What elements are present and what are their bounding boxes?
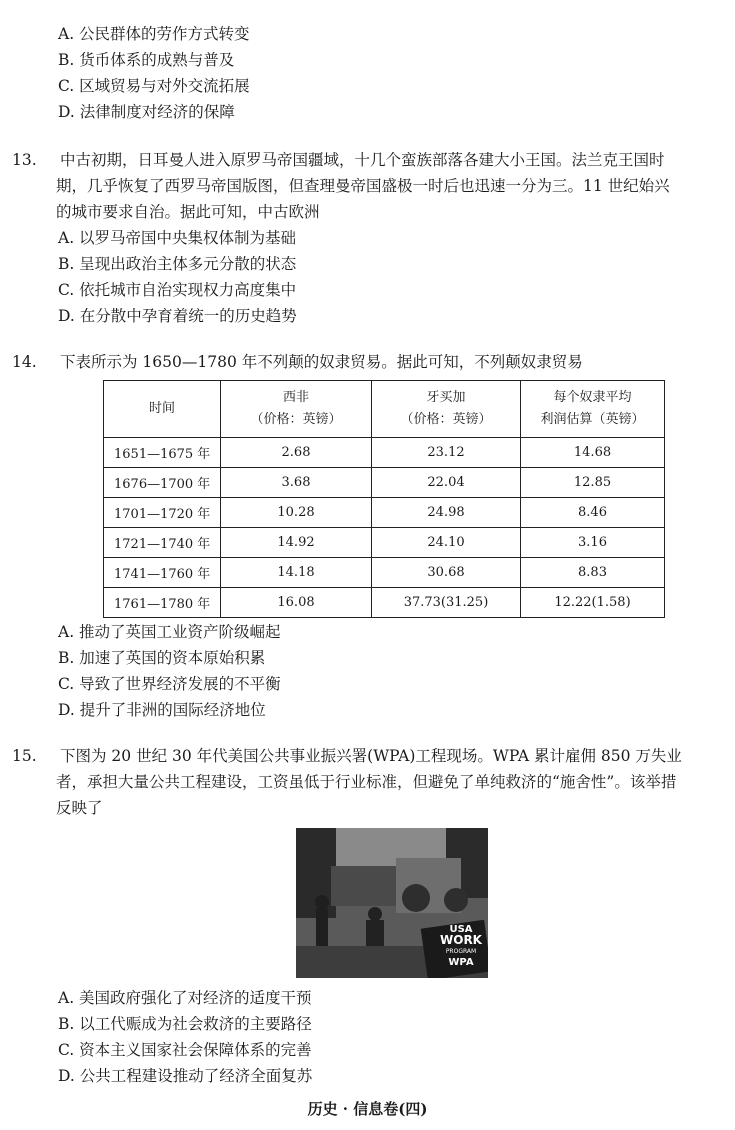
page-footer: 历史 · 信息卷(四)	[307, 1100, 428, 1118]
q14-option-d: D. 提升了非洲的国际经济地位	[58, 701, 266, 719]
q13-stem-line-2: 期，几乎恢复了西罗马帝国版图，但查理曼帝国盛极一时后也迅速一分为三。11 世纪始兴	[56, 177, 670, 195]
cell-profit: 14.68	[521, 438, 665, 468]
table-row	[104, 468, 665, 498]
cell-period: 1721—1740 年	[104, 528, 221, 558]
table-header-row	[104, 381, 665, 438]
header-jamaica: 牙买加 （价格：英镑）	[372, 381, 521, 438]
cell-profit: 3.16	[521, 528, 665, 558]
q12-option-c: C. 区域贸易与对外交流拓展	[58, 77, 250, 95]
q15-option-a: A. 美国政府强化了对经济的适度干预	[58, 989, 312, 1007]
table-row	[104, 498, 665, 528]
cell-period: 1701—1720 年	[104, 498, 221, 528]
wpa-sign-usa: USA	[449, 924, 473, 935]
wpa-sign	[434, 924, 488, 968]
cell-jamaica: 24.98	[372, 498, 521, 528]
q15-stem-line-3: 反映了	[56, 799, 103, 817]
q13-stem-line-1: 中古初期，日耳曼人进入原罗马帝国疆域，十几个蛮族部落各建大小王国。法兰克王国时	[60, 151, 665, 169]
cell-profit: 12.85	[521, 468, 665, 498]
cell-west-africa: 2.68	[221, 438, 372, 468]
q15-option-d: D. 公共工程建设推动了经济全面复苏	[58, 1067, 313, 1085]
cell-jamaica: 23.12	[372, 438, 521, 468]
cell-jamaica: 24.10	[372, 528, 521, 558]
cell-jamaica: 22.04	[372, 468, 521, 498]
cell-profit: 8.83	[521, 558, 665, 588]
table-row	[104, 588, 665, 618]
wpa-sign-wpa: WPA	[448, 957, 474, 968]
cell-jamaica: 30.68	[372, 558, 521, 588]
q14-stem: 下表所示为 1650—1780 年不列颠的奴隶贸易。据此可知，不列颠奴隶贸易	[60, 353, 583, 371]
q14-option-c: C. 导致了世界经济发展的不平衡	[58, 675, 281, 693]
q12-option-a: A. 公民群体的劳作方式转变	[58, 25, 250, 43]
cell-profit: 12.22(1.58)	[521, 588, 665, 618]
q15-stem-line-1: 下图为 20 世纪 30 年代美国公共事业振兴署(WPA)工程现场。WPA 累计雇佣 850 万失业	[60, 747, 682, 765]
q14-option-b: B. 加速了英国的资本原始积累	[58, 649, 266, 667]
q14-option-a: A. 推动了英国工业资产阶级崛起	[58, 623, 281, 641]
wpa-sign-work: WORK	[440, 933, 482, 947]
q13-number: 13.	[12, 151, 37, 169]
wpa-sign-program: PROGRAM	[445, 948, 477, 955]
q12-option-d: D. 法律制度对经济的保障	[58, 103, 235, 121]
header-west-africa: 西非 （价格：英镑）	[221, 381, 372, 438]
cell-west-africa: 14.92	[221, 528, 372, 558]
cell-west-africa: 10.28	[221, 498, 372, 528]
header-profit: 每个奴隶平均 利润估算（英镑）	[521, 381, 665, 438]
cell-period: 1676—1700 年	[104, 468, 221, 498]
table-row	[104, 528, 665, 558]
q13-option-a: A. 以罗马帝国中央集权体制为基础	[58, 229, 297, 247]
cell-west-africa: 16.08	[221, 588, 372, 618]
q15-option-b: B. 以工代赈成为社会救济的主要路径	[58, 1015, 312, 1033]
table-row	[104, 438, 665, 468]
cell-period: 1761—1780 年	[104, 588, 221, 618]
q13-option-b: B. 呈现出政治主体多元分散的状态	[58, 255, 297, 273]
q14-number: 14.	[12, 353, 37, 371]
cell-west-africa: 14.18	[221, 558, 372, 588]
q15-number: 15.	[12, 747, 37, 765]
q13-option-c: C. 依托城市自治实现权力高度集中	[58, 281, 297, 299]
q12-option-b: B. 货币体系的成熟与普及	[58, 51, 235, 69]
cell-profit: 8.46	[521, 498, 665, 528]
q13-stem-line-3: 的城市要求自治。据此可知，中古欧洲	[56, 203, 320, 221]
q15-option-c: C. 资本主义国家社会保障体系的完善	[58, 1041, 312, 1059]
cell-jamaica: 37.73(31.25)	[372, 588, 521, 618]
q13-option-d: D. 在分散中孕育着统一的历史趋势	[58, 307, 297, 325]
wpa-work-site-photo	[296, 828, 488, 978]
table-row	[104, 558, 665, 588]
cell-west-africa: 3.68	[221, 468, 372, 498]
cell-period: 1741—1760 年	[104, 558, 221, 588]
slave-trade-table	[103, 380, 665, 618]
q15-stem-line-2: 者，承担大量公共工程建设，工资虽低于行业标准，但避免了单纯救济的“施舍性”。该举措	[56, 773, 677, 791]
cell-period: 1651—1675 年	[104, 438, 221, 468]
header-period: 时间	[104, 381, 221, 438]
